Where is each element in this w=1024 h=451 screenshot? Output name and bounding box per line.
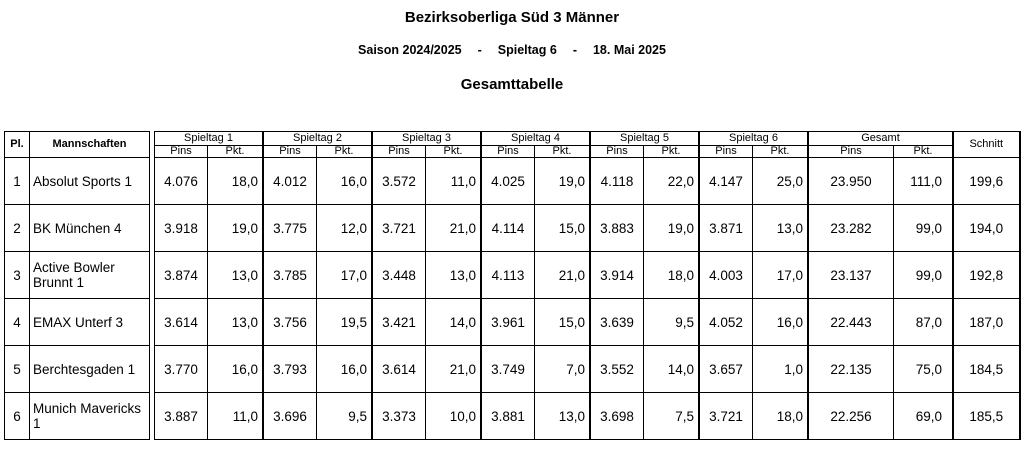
season-info xyxy=(0,43,1024,57)
matchday-points-cell: 18,0 xyxy=(753,393,808,440)
matchday-pins-cell: 3.721 xyxy=(373,205,426,252)
matchday-pins-cell: 3.770 xyxy=(155,346,208,393)
matchday-points-cell: 13,0 xyxy=(535,393,590,440)
matchday-points-cell: 17,0 xyxy=(753,252,808,299)
matchday-pins-cell: 3.785 xyxy=(264,252,317,299)
total-points-cell: 99,0 xyxy=(894,252,953,299)
matchday-points-cell: 13,0 xyxy=(753,205,808,252)
matchday-points-cell: 16,0 xyxy=(317,346,372,393)
table-row xyxy=(5,158,1020,205)
matchday-pins-cell: 4.114 xyxy=(482,205,535,252)
matchday-label: Spieltag 6 xyxy=(497,43,557,57)
rank-cell: 3 xyxy=(5,252,30,299)
matchday-points-cell: 21,0 xyxy=(426,346,481,393)
matchday-points-cell: 11,0 xyxy=(208,393,263,440)
matchday-points-cell: 1,0 xyxy=(753,346,808,393)
average-cell: 192,8 xyxy=(954,252,1020,299)
matchday-pins-cell: 3.881 xyxy=(482,393,535,440)
header-total-pins: Pins xyxy=(809,146,894,158)
matchday-pins-cell: 4.076 xyxy=(155,158,208,205)
header-pkt: Pkt. xyxy=(426,146,481,158)
matchday-pins-cell: 3.373 xyxy=(373,393,426,440)
table-row xyxy=(5,393,1020,440)
season-label: Saison 2024/2025 xyxy=(358,43,462,57)
rank-cell: 6 xyxy=(5,393,30,440)
matchday-pins-cell: 3.756 xyxy=(264,299,317,346)
header-pins: Pins xyxy=(264,146,317,158)
header-team: Mannschaften xyxy=(30,132,150,158)
header-matchday: Spieltag 2 xyxy=(264,132,372,146)
total-pins-cell: 22.135 xyxy=(809,346,894,393)
matchday-pins-cell: 3.614 xyxy=(155,299,208,346)
matchday-points-cell: 21,0 xyxy=(535,252,590,299)
matchday-points-cell: 22,0 xyxy=(644,158,699,205)
matchday-points-cell: 10,0 xyxy=(426,393,481,440)
header-pins: Pins xyxy=(700,146,753,158)
average-cell: 199,6 xyxy=(954,158,1020,205)
matchday-pins-cell: 3.914 xyxy=(591,252,644,299)
matchday-points-cell: 12,0 xyxy=(317,205,372,252)
matchday-points-cell: 18,0 xyxy=(208,158,263,205)
sheet-title: Gesamttabelle xyxy=(460,76,564,93)
header-schnitt: Schnitt xyxy=(954,132,1020,158)
header-pins: Pins xyxy=(155,146,208,158)
matchday-points-cell: 16,0 xyxy=(753,299,808,346)
table-row xyxy=(5,299,1020,346)
matchday-pins-cell: 3.448 xyxy=(373,252,426,299)
matchday-pins-cell: 3.552 xyxy=(591,346,644,393)
matchday-pins-cell: 3.887 xyxy=(155,393,208,440)
matchday-points-cell: 14,0 xyxy=(426,299,481,346)
total-points-cell: 99,0 xyxy=(894,205,953,252)
table-row xyxy=(5,205,1020,252)
matchday-pins-cell: 3.749 xyxy=(482,346,535,393)
team-name-cell: Munich Mavericks 1 xyxy=(30,393,150,440)
header-matchday: Spieltag 3 xyxy=(373,132,481,146)
matchday-pins-cell: 3.793 xyxy=(264,346,317,393)
matchday-points-cell: 15,0 xyxy=(535,299,590,346)
matchday-points-cell: 9,5 xyxy=(644,299,699,346)
team-name-cell: Berchtesgaden 1 xyxy=(30,346,150,393)
matchday-points-cell: 19,0 xyxy=(208,205,263,252)
total-pins-cell: 23.950 xyxy=(809,158,894,205)
header-total: Gesamt xyxy=(809,132,953,146)
header-pins: Pins xyxy=(482,146,535,158)
matchday-pins-cell: 4.113 xyxy=(482,252,535,299)
league-title: Bezirksoberliga Süd 3 Männer xyxy=(404,9,620,26)
team-name-cell: EMAX Unterf 3 xyxy=(30,299,150,346)
header-matchday: Spieltag 4 xyxy=(482,132,590,146)
matchday-pins-cell: 3.696 xyxy=(264,393,317,440)
matchday-points-cell: 9,5 xyxy=(317,393,372,440)
rank-cell: 4 xyxy=(5,299,30,346)
total-points-cell: 111,0 xyxy=(894,158,953,205)
total-pins-cell: 23.137 xyxy=(809,252,894,299)
header-pins: Pins xyxy=(591,146,644,158)
matchday-pins-cell: 3.657 xyxy=(700,346,753,393)
team-name-cell: Active Bowler Brunnt 1 xyxy=(30,252,150,299)
rank-cell: 2 xyxy=(5,205,30,252)
standings-table xyxy=(4,131,1021,440)
matchday-pins-cell: 3.614 xyxy=(373,346,426,393)
matchday-pins-cell: 3.961 xyxy=(482,299,535,346)
matchday-pins-cell: 3.883 xyxy=(591,205,644,252)
total-pins-cell: 22.256 xyxy=(809,393,894,440)
separator: - xyxy=(477,43,482,57)
team-name-cell: BK München 4 xyxy=(30,205,150,252)
rank-cell: 1 xyxy=(5,158,30,205)
team-name-cell: Absolut Sports 1 xyxy=(30,158,150,205)
matchday-points-cell: 13,0 xyxy=(208,299,263,346)
header-pkt: Pkt. xyxy=(644,146,699,158)
header-pkt: Pkt. xyxy=(753,146,808,158)
average-cell: 194,0 xyxy=(954,205,1020,252)
matchday-pins-cell: 3.421 xyxy=(373,299,426,346)
header-total-pkt: Pkt. xyxy=(894,146,953,158)
matchday-points-cell: 19,5 xyxy=(317,299,372,346)
header-pkt: Pkt. xyxy=(208,146,263,158)
matchday-pins-cell: 4.012 xyxy=(264,158,317,205)
header-pkt: Pkt. xyxy=(317,146,372,158)
matchday-pins-cell: 3.721 xyxy=(700,393,753,440)
header-pl: Pl. xyxy=(5,132,30,158)
matchday-pins-cell: 4.147 xyxy=(700,158,753,205)
matchday-points-cell: 13,0 xyxy=(426,252,481,299)
matchday-pins-cell: 3.871 xyxy=(700,205,753,252)
matchday-points-cell: 19,0 xyxy=(644,205,699,252)
date-label: 18. Mai 2025 xyxy=(592,43,666,57)
average-cell: 185,5 xyxy=(954,393,1020,440)
total-pins-cell: 22.443 xyxy=(809,299,894,346)
matchday-pins-cell: 3.698 xyxy=(591,393,644,440)
rank-cell: 5 xyxy=(5,346,30,393)
matchday-pins-cell: 3.572 xyxy=(373,158,426,205)
matchday-pins-cell: 4.025 xyxy=(482,158,535,205)
matchday-pins-cell: 3.874 xyxy=(155,252,208,299)
matchday-points-cell: 21,0 xyxy=(426,205,481,252)
total-points-cell: 87,0 xyxy=(894,299,953,346)
matchday-points-cell: 25,0 xyxy=(753,158,808,205)
matchday-pins-cell: 3.639 xyxy=(591,299,644,346)
matchday-points-cell: 7,5 xyxy=(644,393,699,440)
matchday-points-cell: 7,0 xyxy=(535,346,590,393)
matchday-pins-cell: 4.052 xyxy=(700,299,753,346)
average-cell: 184,5 xyxy=(954,346,1020,393)
matchday-points-cell: 11,0 xyxy=(426,158,481,205)
total-pins-cell: 23.282 xyxy=(809,205,894,252)
header-pkt: Pkt. xyxy=(535,146,590,158)
total-points-cell: 69,0 xyxy=(894,393,953,440)
matchday-pins-cell: 4.118 xyxy=(591,158,644,205)
matchday-points-cell: 16,0 xyxy=(208,346,263,393)
matchday-pins-cell: 3.775 xyxy=(264,205,317,252)
matchday-points-cell: 13,0 xyxy=(208,252,263,299)
header-pins: Pins xyxy=(373,146,426,158)
matchday-points-cell: 18,0 xyxy=(644,252,699,299)
matchday-points-cell: 15,0 xyxy=(535,205,590,252)
table-row xyxy=(5,346,1020,393)
header-matchday: Spieltag 1 xyxy=(155,132,263,146)
matchday-points-cell: 14,0 xyxy=(644,346,699,393)
average-cell: 187,0 xyxy=(954,299,1020,346)
matchday-points-cell: 19,0 xyxy=(535,158,590,205)
matchday-points-cell: 17,0 xyxy=(317,252,372,299)
header-matchday: Spieltag 5 xyxy=(591,132,699,146)
total-points-cell: 75,0 xyxy=(894,346,953,393)
matchday-pins-cell: 3.918 xyxy=(155,205,208,252)
matchday-pins-cell: 4.003 xyxy=(700,252,753,299)
matchday-points-cell: 16,0 xyxy=(317,158,372,205)
separator: - xyxy=(572,43,577,57)
header-matchday: Spieltag 6 xyxy=(700,132,808,146)
table-row xyxy=(5,252,1020,299)
